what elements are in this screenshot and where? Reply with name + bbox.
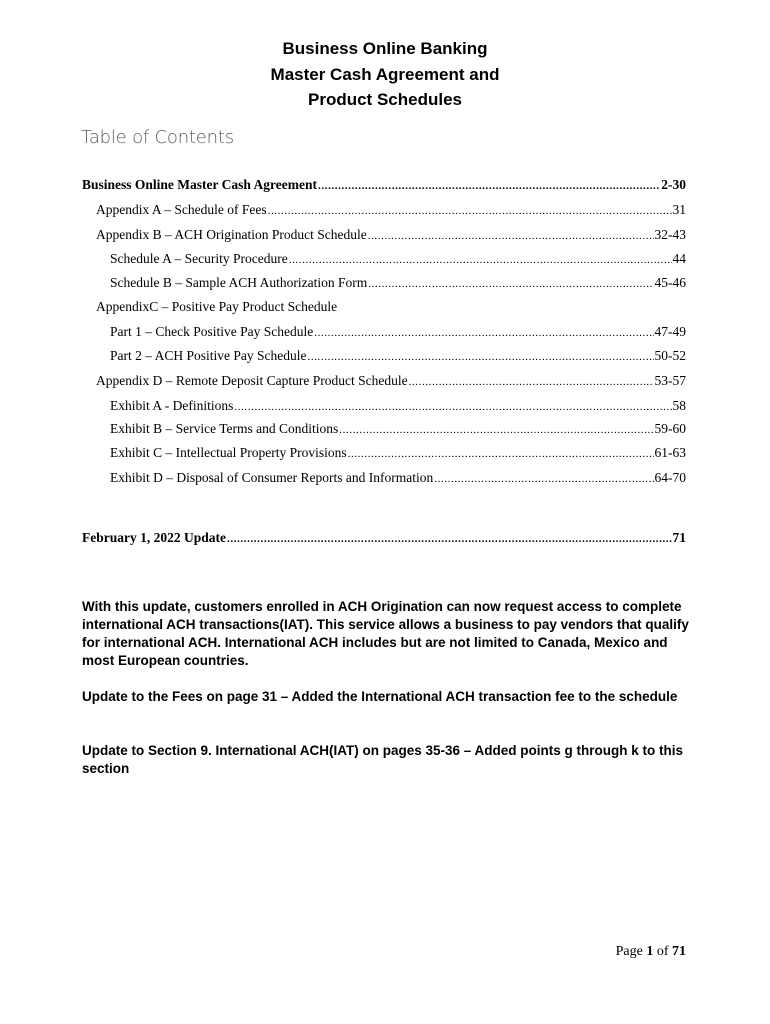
toc-entry-appendix-a[interactable] — [96, 201, 686, 219]
toc-entry-label: Exhibit A - Definitions — [110, 398, 234, 413]
toc-heading: Table of Contents — [81, 127, 234, 148]
toc-leader-dots — [318, 177, 660, 194]
toc-entry-label: Appendix B – ACH Origination Product Schedule — [96, 227, 367, 242]
page-footer — [616, 944, 686, 960]
toc-entry-page: 2-30 — [661, 177, 686, 192]
toc-entry-label: Schedule B – Sample ACH Authorization Form — [110, 275, 368, 290]
toc-entry-label: Appendix A – Schedule of Fees — [96, 202, 267, 217]
update-intro-paragraph: With this update, customers enrolled in ACH Origination can now request access to complete international ACH transactions(IAT). This service allows a business to pay vendors that qualify for international ACH. International ACH includes but are not limited to Canada, Mexico and most European countries. — [82, 599, 689, 668]
toc-leader-dots — [308, 348, 654, 365]
toc-entry-page: 64-70 — [654, 470, 686, 485]
toc-leader-dots — [368, 275, 653, 292]
toc-entry-page: 44 — [672, 251, 686, 266]
toc-entry-label: AppendixC – Positive Pay Product Schedule — [96, 299, 338, 314]
toc-leader-dots — [268, 202, 672, 219]
toc-entry-schedule-a[interactable] — [110, 250, 686, 268]
toc-entry-page: 32-43 — [654, 227, 686, 242]
toc-entry-appendix-c[interactable] — [96, 298, 686, 316]
toc-entry-page: 71 — [672, 530, 686, 545]
toc-entry-exhibit-a[interactable] — [110, 397, 686, 415]
footer-current-page: 1 — [646, 944, 654, 959]
toc-leader-dots — [339, 421, 653, 438]
toc-entry-label: Exhibit D – Disposal of Consumer Reports and Information — [110, 470, 434, 485]
toc-entry-page: 47-49 — [654, 324, 686, 339]
toc-entry-page: 58 — [672, 398, 686, 413]
toc-leader-dots — [368, 227, 654, 244]
toc-entry-page: 61-63 — [654, 445, 686, 460]
toc-entry-label: Part 1 – Check Positive Pay Schedule — [110, 324, 314, 339]
toc-entry-exhibit-d[interactable] — [110, 469, 686, 487]
footer-page-word: Page — [615, 944, 643, 959]
toc-entry-exhibit-c[interactable] — [110, 444, 686, 462]
toc-leader-dots — [314, 324, 653, 341]
toc-leader-dots — [409, 373, 654, 390]
toc-entry-schedule-b[interactable] — [110, 274, 686, 292]
toc-leader-dots — [234, 398, 671, 415]
toc-entry-label: Schedule A – Security Procedure — [110, 251, 288, 266]
toc-entry-update[interactable] — [82, 529, 686, 547]
toc-entry-appendix-d[interactable] — [96, 372, 686, 390]
section-update-paragraph: Update to Section 9. International ACH(IAT) on pages 35-36 – Added points g through k to this section — [82, 743, 684, 776]
toc-entry-label: Business Online Master Cash Agreement — [82, 177, 318, 192]
document-title — [0, 36, 770, 113]
toc-entry-appendix-b[interactable] — [96, 226, 686, 244]
toc-entry-part-1[interactable] — [110, 323, 686, 341]
title-line-2: Master Cash Agreement and — [270, 64, 500, 84]
toc-entry-page: 59-60 — [654, 421, 686, 436]
toc-entry-label: Exhibit C – Intellectual Property Provisions — [110, 445, 347, 460]
fees-update-paragraph: Update to the Fees on page 31 – Added the International ACH transaction fee to the schedule — [82, 689, 678, 704]
toc-leader-dots — [434, 470, 653, 487]
toc-entry-label: Part 2 – ACH Positive Pay Schedule — [110, 348, 307, 363]
toc-entry-label: Exhibit B – Service Terms and Conditions — [110, 421, 339, 436]
toc-leader-dots — [289, 251, 672, 268]
footer-of-word: of — [656, 944, 669, 959]
toc-entry-page: 53-57 — [654, 373, 686, 388]
toc-entry-page: 45-46 — [654, 275, 686, 290]
toc-entry-page: 50-52 — [654, 348, 686, 363]
toc-leader-dots — [227, 530, 672, 547]
toc-entry-label: Appendix D – Remote Deposit Capture Product Schedule — [96, 373, 408, 388]
footer-total-pages: 71 — [672, 944, 686, 959]
title-line-3: Product Schedules — [308, 90, 462, 109]
toc-entry-master-agreement[interactable] — [82, 176, 686, 194]
toc-entry-exhibit-b[interactable] — [110, 420, 686, 438]
toc-entry-label: February 1, 2022 Update — [82, 530, 226, 545]
toc-entry-part-2[interactable] — [110, 347, 686, 365]
toc-leader-dots — [348, 445, 654, 462]
toc-entry-page: 31 — [672, 202, 686, 217]
title-line-1: Business Online Banking — [282, 39, 488, 58]
